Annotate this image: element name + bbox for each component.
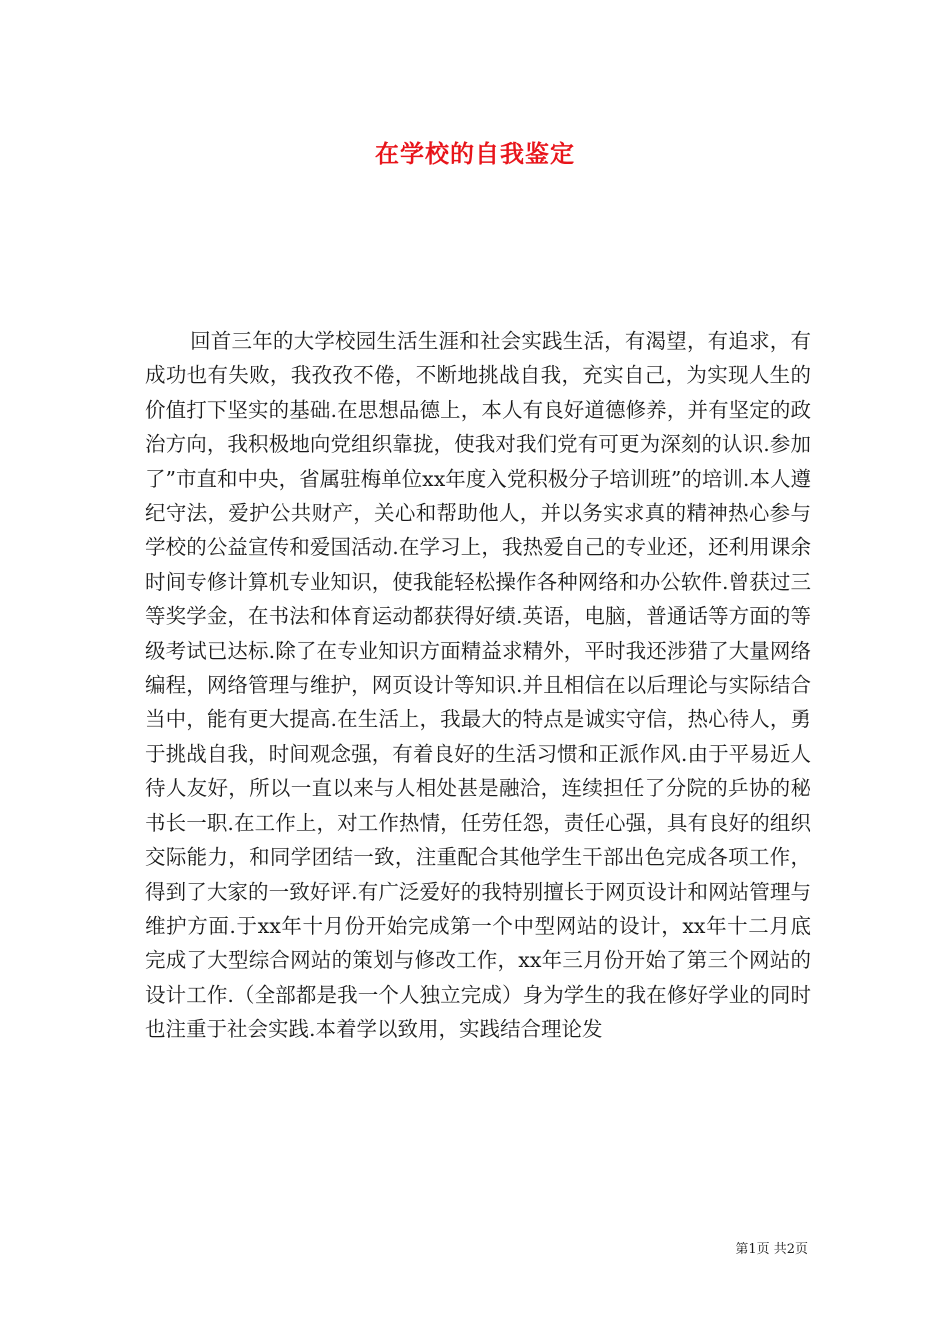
document-title: 在学校的自我鉴定 <box>375 139 575 168</box>
page-number-footer: 第1页 共2页 <box>735 1242 808 1257</box>
document-body-paragraph: 回首三年的大学校园生活生涯和社会实践生活，有渴望，有追求，有成功也有失败，我孜孜不倦，不断地挑战自我，充实自己，为实现人生的价值打下坚实的基础.在思想品德上，本人有良好道德修养，并有坚定的政治方向，我积极地向党组织靠拢，使我对我们党有可更为深刻的认识.参加了”市直和中央，省属驻梅单位xx年度入党积极分子培训班”的培训.本人遵纪守法，爱护公共财产，关心和帮助他人，并以务实求真的精神热心参与学校的公益宣传和爱国活动.在学习上，我热爱自己的专业还，还利用课余时间专修计算机专业知识，使我能轻松操作各种网络和办公软件.曾获过三等奖学金，在书法和体育运动都获得好绩.英语，电脑，普通话等方面的等级考试已达标.除了在专业知识方面精益求精外，平时我还涉猎了大量网络编程，网络管理与维护，网页设计等知识.并且相信在以后理论与实际结合当中，能有更大提高.在生活上，我最大的特点是诚实守信，热心待人，勇于挑战自我，时间观念强，有着良好的生活习惯和正派作风.由于平易近人待人友好，所以一直以来与人相处甚是融洽，连续担任了分院的乒协的秘书长一职.在工作上，对工作热情，任劳任怨，责任心强，具有良好的组织交际能力，和同学团结一致，注重配合其他学生干部出色完成各项工作，得到了大家的一致好评.有广泛爱好的我特别擅长于网页设计和网站管理与维护方面.于xx年十月份开始完成第一个中型网站的设计，xx年十二月底完成了大型综合网站的策划与修改工作，xx年三月份开始了第三个网站的设计工作.（全部都是我一个人独立完成）身为学生的我在修好学业的同时也注重于社会实践.本着学以致用，实践结合理论发 <box>145 329 811 1042</box>
